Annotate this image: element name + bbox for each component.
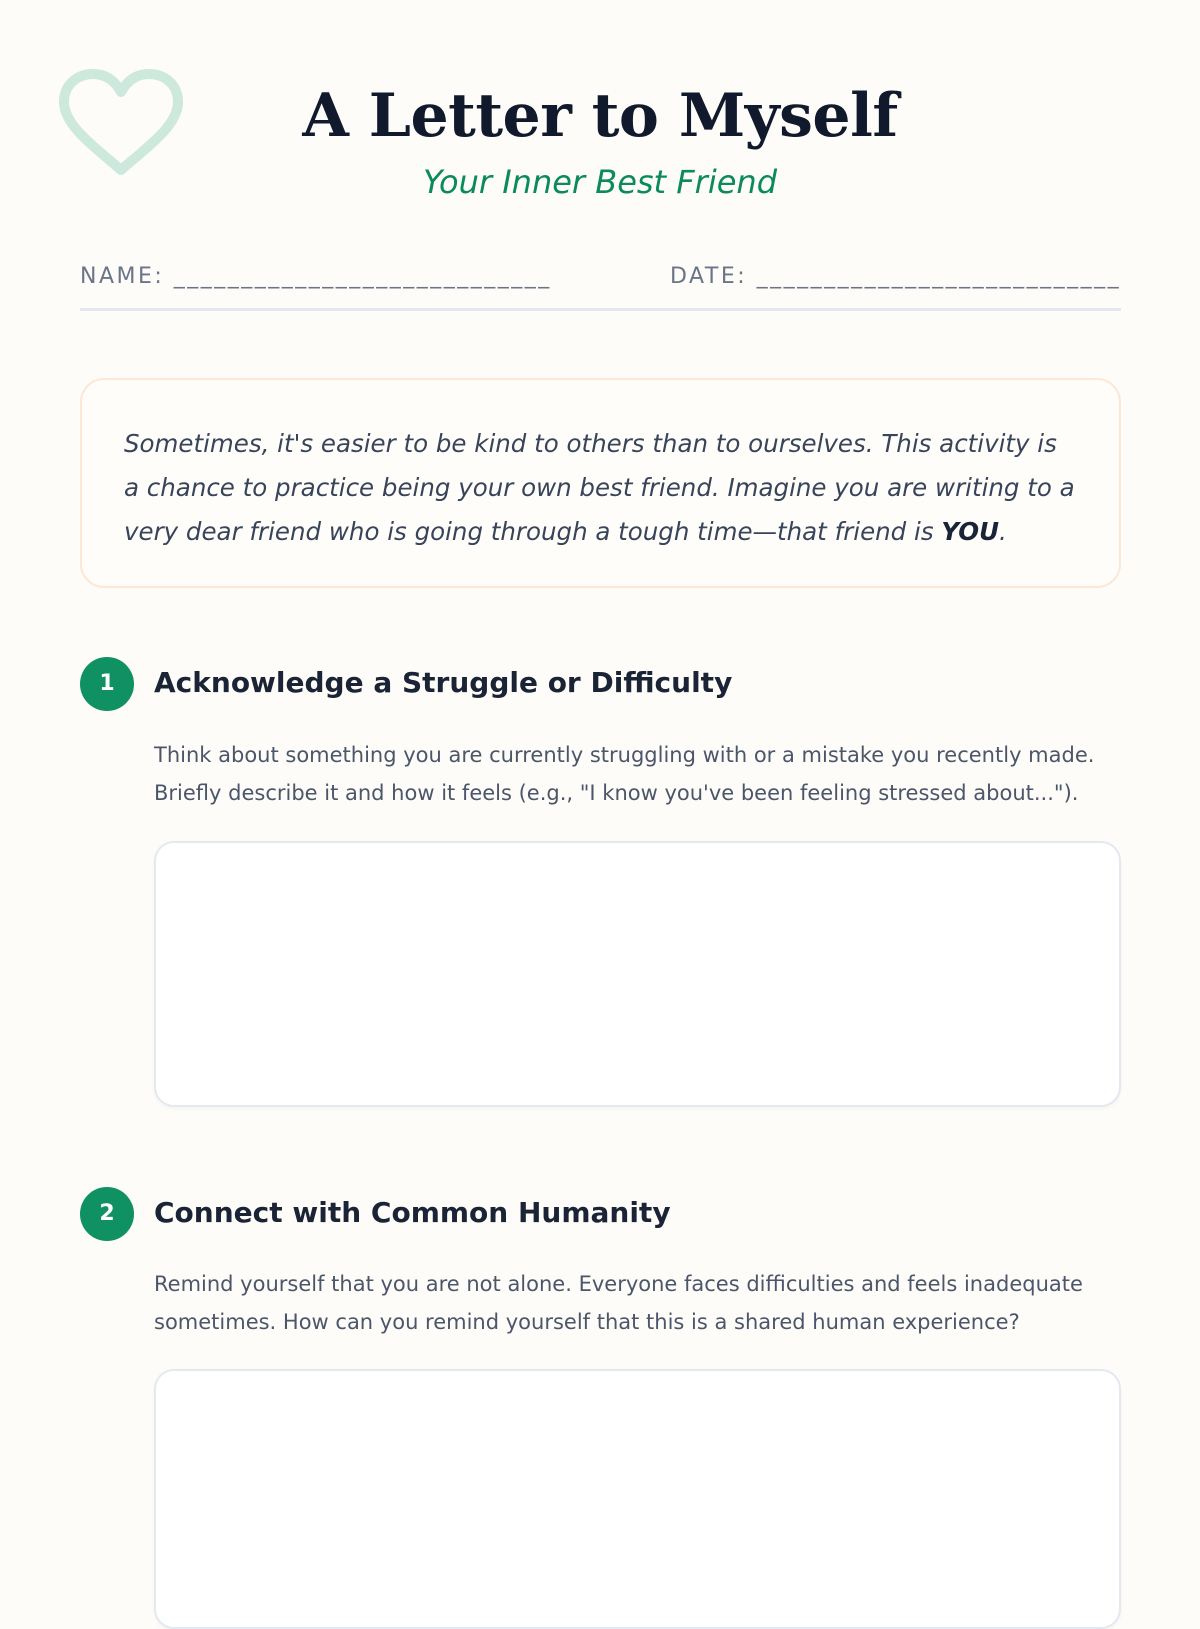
intro-text-end: . xyxy=(998,517,1007,546)
name-date-row xyxy=(80,258,1121,311)
step-1-answer-box[interactable] xyxy=(154,841,1121,1107)
intro-text-body: Sometimes, it's easier to be kind to others than to ourselves. This activity is a chance to practice being your own best friend. Imagine you are writing to a very dear friend who is going through a tough time—that friend is xyxy=(124,429,1075,546)
step-2-description: Remind yourself that you are not alone. Everyone faces difficulties and feels inadequate sometimes. How can you remind yourself that this is a shared human experience? xyxy=(154,1272,1083,1334)
intro-text xyxy=(124,422,1079,554)
intro-emphasis: YOU xyxy=(941,517,999,546)
step-1-number: 1 xyxy=(80,657,134,711)
date-field[interactable]: DATE: ___________________________ xyxy=(670,264,1122,289)
step-2-answer-box[interactable] xyxy=(154,1369,1121,1629)
step-2-title: Connect with Common Humanity xyxy=(154,1196,671,1229)
page-subtitle: Your Inner Best Friend xyxy=(423,163,777,201)
page-title: A Letter to Myself xyxy=(302,81,898,151)
step-2-number: 2 xyxy=(80,1187,134,1241)
intro-box xyxy=(80,378,1121,588)
step-1-description: Think about something you are currently struggling with or a mistake you recently made. Briefly describe it and how it feels (e.g., "I know you've been feeling stressed about..."). xyxy=(154,743,1095,805)
step-1-title: Acknowledge a Struggle or Difficulty xyxy=(154,666,733,699)
name-field[interactable]: NAME: ____________________________ xyxy=(80,264,552,289)
